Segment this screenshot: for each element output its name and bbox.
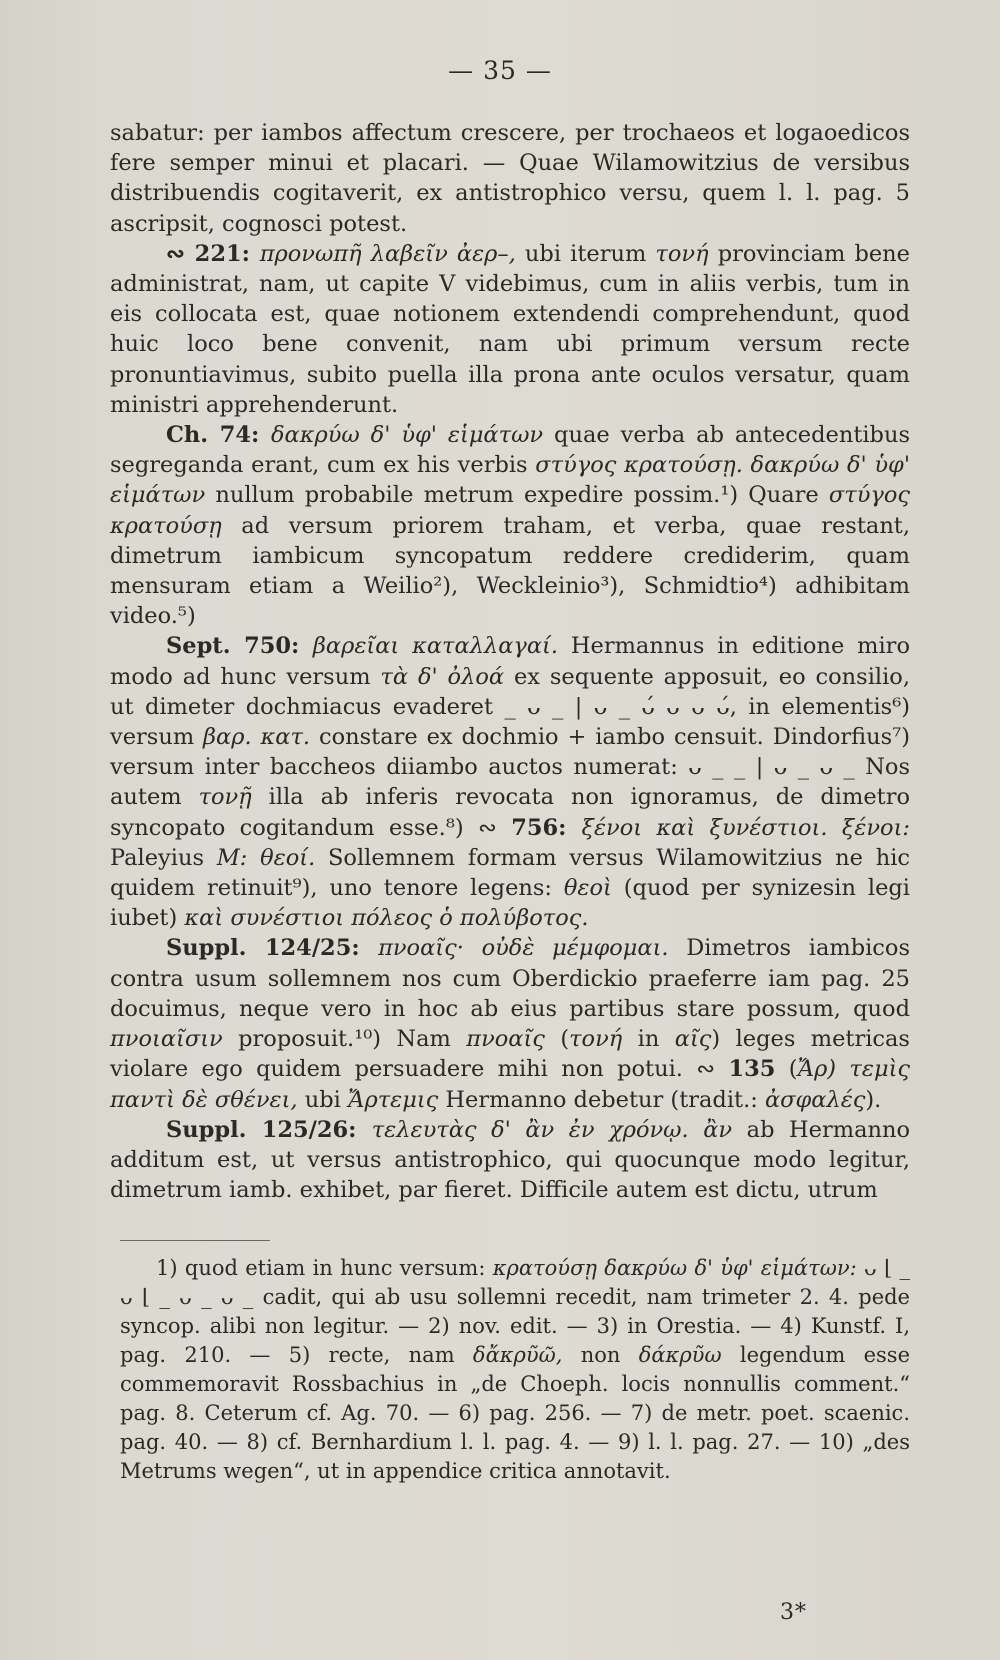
- text-run: ad versum priorem traham, et verba, quae restant, dimetrum iambicum syncopatum reddere crediderim, quam mensuram etiam a Weilio²), Weckleinio³), Schmidtio⁴) adhibitam video.⁵): [110, 512, 910, 630]
- paragraph: [110, 420, 910, 631]
- text-run: sabatur: per iambos affectum crescere, per trochaeos et logaoedicos fere semper minui et placari. — Quae Wilamowitzius de versibus distribuendis cogitaverit, ex antistrophico versu, quem l. l. pag. 5 ascripsit, cognosci potest.: [110, 120, 910, 237]
- main-text: [110, 118, 910, 1205]
- paragraph: [110, 118, 910, 239]
- greek-text: τελευτὰς δ' ἂν ἐν χρόνῳ. ἂν: [371, 1116, 733, 1143]
- greek-text: ἀσφαλές: [764, 1086, 866, 1113]
- paragraph: [110, 631, 910, 933]
- paragraph: [110, 933, 910, 1114]
- signature-mark: 3*: [780, 1600, 807, 1625]
- text-run: Sollemnem formam versus Wilamowitzius ne hic quidem retinuit⁹), uno tenore legens:: [110, 844, 910, 902]
- text-run: ab Hermanno additum est, ut versus antistrophico, qui quocunque modo legitur, dimetrum iamb. exhibet, par fieret. Difficile autem est dictu, utrum: [110, 1116, 911, 1204]
- text-run: ubi: [297, 1086, 348, 1113]
- text-run: (: [544, 1026, 570, 1053]
- text-run: legendum esse commemoravit Rossbachius in „de Choeph. locis nonnullis comment.“ pag. 8. Ceterum cf. Ag. 70. — 6) pag. 256. — 7) de metr. poet. scaenic. pag. 40. — 8) cf. Bernhardium l. l. pag. 4. — 9) l. l. pag. 27. — 10) „des Metrums wegen“, ut in appendice critica annotavit.: [120, 1343, 911, 1483]
- text-run: Hermanno debetur (tradit.:: [438, 1086, 765, 1113]
- paragraph: [110, 1115, 910, 1206]
- reference-label: Ch. 74:: [166, 422, 271, 449]
- text-run: Dimetros iambicos contra usum sollemnem nos cum Oberdickio praeferre iam pag. 25 docuimus, neque vero in hoc ab eius partibus stare possum, quod: [110, 935, 911, 1022]
- text-run: proposuit.¹⁰) Nam: [222, 1026, 467, 1053]
- greek-text: στύγος κρατούσῃ: [110, 482, 910, 539]
- text-run: non: [562, 1343, 639, 1367]
- greek-text: τονή: [655, 240, 709, 267]
- text-run: in: [622, 1026, 675, 1053]
- footnote-divider: [120, 1240, 270, 1241]
- greek-text: προνωπῆ λαβεῖν ἀερ–,: [259, 240, 516, 267]
- greek-text: τονή: [569, 1026, 623, 1053]
- text-run: quae verba ab antecedentibus segreganda erant, cum ex his verbis: [110, 422, 910, 479]
- text-run: (quod per synizesin legi iubet): [110, 875, 910, 932]
- text-run: Hermannus in editione miro modo ad hunc versum: [110, 633, 910, 690]
- reference-label: Suppl. 124/25:: [166, 935, 379, 962]
- text-run: (: [775, 1056, 798, 1083]
- text-run: ).: [865, 1086, 882, 1113]
- text-run: nullum probabile metrum expedire possim.¹) Quare: [205, 482, 829, 509]
- text-run: 1) quod etiam in hunc versum:: [156, 1256, 493, 1280]
- greek-text: δἄκρῦῶ,: [472, 1343, 563, 1367]
- greek-text: αῖς: [674, 1026, 712, 1053]
- greek-text: βαρ. κατ.: [203, 724, 311, 751]
- footnotes: [120, 1254, 910, 1486]
- greek-text: πνοιαῖσιν: [110, 1026, 223, 1053]
- text-run: Paleyius: [110, 844, 217, 871]
- reference-label: Sept. 750:: [166, 633, 313, 660]
- reference-label: 135: [728, 1056, 776, 1083]
- reference-label: Suppl. 125/26:: [166, 1116, 372, 1143]
- greek-text: δακρύω δ' ὑφ' εἱμάτων: [270, 422, 544, 449]
- paragraph: [110, 239, 910, 420]
- greek-text: δάκρῦω: [638, 1343, 722, 1367]
- greek-text: ξένοι καὶ ξυνέστιοι. ξένοι:: [581, 814, 910, 841]
- reference-label: 756:: [511, 814, 582, 841]
- text-run: ubi iterum: [515, 240, 656, 267]
- greek-text: Ἄρ) τεμὶς παντὶ δὲ σθένει,: [110, 1056, 910, 1113]
- greek-text: πνοαῖς· οὐδὲ μέμφομαι.: [378, 935, 669, 962]
- greek-text: στύγος κρατούσῃ. δακρύω δ' ὑφ' εἱμάτων: [110, 452, 910, 509]
- greek-text: τονῇ: [198, 784, 252, 811]
- greek-text: Ἄρτεμις: [347, 1086, 439, 1113]
- text-run: illa ab inferis revocata non ignoramus, de dimetro syncopato cogitandum esse.⁸) ∾: [110, 784, 910, 841]
- greek-text: βαρεῖαι καταλλαγαί.: [312, 633, 559, 660]
- text-run: provinciam bene administrat, nam, ut capite V videbimus, cum in aliis verbis, tum in eis collocata est, quae notionem extendendi comprehendunt, quod huic loco bene convenit, nam ubi primum versum recte pronuntiavimus, subito puella illa prona ante oculos versatur, quam ministri apprehenderunt.: [110, 240, 910, 418]
- footnote-block: [120, 1254, 910, 1486]
- text-run: ex sequente apposuit, eo consilio, ut dimeter dochmiacus evaderet _ ᴗ _ | ᴗ _ ᴗ́ ᴗ ᴗ ᴗ́, in elementis⁶) versum: [110, 663, 910, 751]
- greek-text: κρατούσῃ δακρύω δ' ὑφ' εἱμάτων:: [492, 1256, 857, 1280]
- greek-text: πνοαῖς: [466, 1026, 545, 1053]
- text-run: ) leges metricas violare ego quidem persuadere mihi non potui. ∾: [110, 1026, 910, 1083]
- reference-label: ∾ 221:: [166, 240, 260, 267]
- greek-text: θεοὶ: [563, 875, 612, 902]
- text-run: constare ex dochmio + iambo censuit. Dindorfius⁷) versum inter baccheos diiambo auctos numerat: ᴗ _ _ | ᴗ _ ᴗ _ Nos autem: [110, 724, 910, 811]
- page-number: — 35 —: [448, 56, 552, 85]
- greek-text: τὰ δ' ὀλοά: [380, 663, 505, 690]
- greek-text: καὶ συνέστιοι πόλεος ὁ πολύβοτος.: [184, 905, 589, 932]
- greek-text: M: θεοί.: [216, 844, 316, 871]
- text-run: ᴗ ⌊ _ ᴗ ⌊ _ ᴗ _ ᴗ _ cadit, qui ab usu sollemni recedit, nam trimeter 2. 4. pede syncop. alibi non legitur. — 2) nov. edit. — 3) in Orestia. — 4) Kunstf. I, pag. 210. — 5) recte, nam: [120, 1256, 910, 1367]
